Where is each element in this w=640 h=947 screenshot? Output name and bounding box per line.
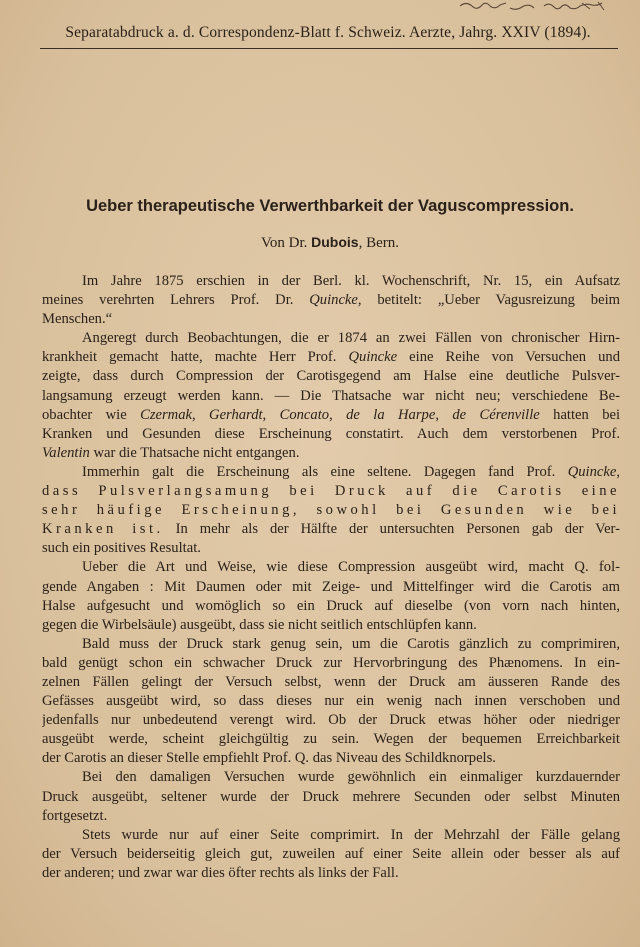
header-rule [40, 48, 618, 49]
body-line [42, 845, 620, 864]
text-segment: hatten bei [539, 406, 620, 423]
body-line [42, 692, 620, 711]
body-line [42, 310, 620, 329]
text-segment: jedenfalls nur unbedeutend verengt wird. Ob der Druck etwas höher oder niedriger [42, 712, 620, 729]
cited-name: Gerhardt [209, 406, 263, 423]
body-line [42, 654, 620, 673]
text-segment: Menschen.“ [42, 311, 113, 328]
text-segment: war die Thatsache nicht entgangen. [89, 444, 300, 461]
text-segment: bald genügt schon ein schwacher Druck zur Hervorbringung des Phænomens. In ein- [42, 654, 620, 671]
body-line [42, 425, 620, 444]
text-segment: der Carotis an dieser Stelle empfiehlt Prof. Q. das Niveau des Schildknorpels. [42, 750, 496, 767]
text-segment: , [262, 406, 280, 423]
handwritten-signature-mark [452, 0, 622, 24]
running-header: Separatabdruck a. d. Correspondenz-Blatt f. Schweiz. Aerzte, Jahrg. XXIV (1894). [65, 24, 591, 41]
body-line [42, 788, 620, 807]
text-segment: fortgesetzt. [42, 807, 108, 824]
body-line [42, 673, 620, 692]
byline-suffix: , Bern. [358, 235, 400, 251]
cited-name: de la Harpe [346, 406, 436, 423]
text-segment: ausgeübt werde, scheint gleichgültig zu sein. Wegen der bequemen Erreichbarkeit [42, 731, 620, 748]
text-segment: langsamung erzeugt werden kann. — Die Thatsache war nicht neu; verschiedene Be- [42, 387, 620, 404]
body-line [42, 826, 620, 845]
body-line [42, 616, 620, 635]
article-title: Ueber therapeutische Verwerthbarkeit der Vaguscompression. [86, 197, 574, 215]
text-segment: Immerhin galt die Erscheinung als eine seltene. Dagegen fand Prof. [82, 463, 568, 480]
text-segment: , [616, 463, 620, 480]
body-line [42, 272, 620, 291]
text-segment: krankheit gemacht hatte, machte Herr Prof. [42, 349, 349, 366]
cited-name: Czermak [140, 406, 192, 423]
text-segment: Angeregt durch Beobachtungen, die er 1874 an zwei Fällen von chronischer Hirn- [82, 330, 620, 347]
text-segment: der anderen; und zwar war dies öfter rechts als links der Fall. [42, 864, 399, 881]
text-segment: such ein positives Resultat. [42, 540, 201, 557]
body-line [42, 387, 620, 406]
cited-name: de Cérenville [452, 406, 540, 423]
text-segment: , [435, 406, 453, 423]
body-line [42, 749, 620, 768]
text-segment: Ueber die Art und Weise, wie diese Compression ausgeübt wird, macht Q. fol- [82, 559, 620, 576]
body-line [42, 348, 620, 367]
article-body [42, 272, 620, 883]
text-segment: Im Jahre 1875 erschien in der Berl. kl. Wochenschrift, Nr. 15, ein Aufsatz [82, 273, 620, 289]
byline-prefix: Von Dr. [260, 235, 312, 251]
body-line [42, 578, 620, 597]
cited-name: Quincke [309, 292, 358, 309]
body-line [42, 367, 620, 386]
body-line [42, 444, 620, 463]
body-line [42, 406, 620, 425]
body-line [42, 807, 620, 826]
body-line [42, 329, 620, 348]
text-segment: Druck ausgeübt, seltener wurde der Druck mehrere Secunden oder selbst Minuten [42, 788, 620, 805]
text-segment: der Versuch beiderseitig gleich gut, zuweilen auf einer Seite allein oder besser als auf [42, 845, 620, 862]
text-segment: Bei den damaligen Versuchen wurde gewöhnlich ein einmaliger kurzdauernder [82, 769, 620, 786]
body-line [42, 291, 620, 310]
body-line [42, 711, 620, 730]
text-segment: gende Angaben : Mit Daumen oder mit Zeige- und Mittelfinger wird die Carotis am [42, 578, 620, 595]
author-name: Dubois [311, 234, 359, 250]
text-segment: gegen die Wirbelsäule) ausgeübt, dass sie nicht seitlich entschlüpfen kann. [42, 616, 477, 633]
text-segment: , betitelt: „Ueber Vagusreizung beim [357, 292, 620, 309]
cited-name: Valentin [42, 444, 90, 461]
text-segment: Kranken ist. [42, 521, 164, 538]
body-line [42, 482, 620, 501]
text-segment: , [191, 406, 210, 423]
text-segment: Stets wurde nur auf einer Seite comprimirt. In der Mehrzahl der Fälle gelang [82, 826, 620, 843]
text-segment: eine Reihe von Versuchen und [397, 349, 620, 366]
cited-name: Quincke [567, 463, 617, 480]
author-byline [40, 234, 620, 252]
text-segment: In mehr als der Hälfte der untersuchten Personen gab der Ver- [163, 521, 620, 538]
body-line [42, 520, 620, 539]
text-segment: zeigte, dass durch Compression der Carotisgegend am Halse eine deutliche Pulsver- [42, 368, 620, 385]
body-line [42, 730, 620, 749]
text-segment: Bald muss der Druck stark genug sein, um die Carotis gänzlich zu comprimiren, [82, 635, 620, 652]
text-segment: Halse aufgesucht und womöglich so ein Druck auf dieselbe (von vorn nach hinten, [42, 597, 620, 614]
cited-name: Concato [279, 406, 330, 423]
text-segment: Gefässes ausgeübt wird, so dass dieses nur ein wenig nach innen verschoben und [42, 693, 620, 710]
body-line [42, 501, 620, 520]
body-line [42, 768, 620, 787]
text-segment: Kranken und Gesunden diese Erscheinung constatirt. Auch dem verstorbenen Prof. [42, 425, 620, 442]
text-segment: dass Pulsverlangsamung bei Druck auf die Carotis eine [42, 483, 620, 500]
text-segment: , [329, 406, 347, 423]
text-segment: meines verehrten Lehrers Prof. Dr. [42, 292, 310, 309]
text-segment: zelnen Fällen gelingt der Versuch selbst, wenn der Druck am äusseren Rande des [42, 673, 620, 690]
body-line [42, 635, 620, 654]
body-line [42, 463, 620, 482]
body-line [42, 864, 620, 883]
cited-name: Quincke [348, 349, 398, 366]
text-segment: sehr häufige Erscheinung, sowohl bei Gesunden wie bei [42, 502, 620, 519]
body-line [42, 539, 620, 558]
body-line [42, 597, 620, 616]
text-segment: obachter wie [42, 406, 141, 423]
body-line [42, 558, 620, 577]
